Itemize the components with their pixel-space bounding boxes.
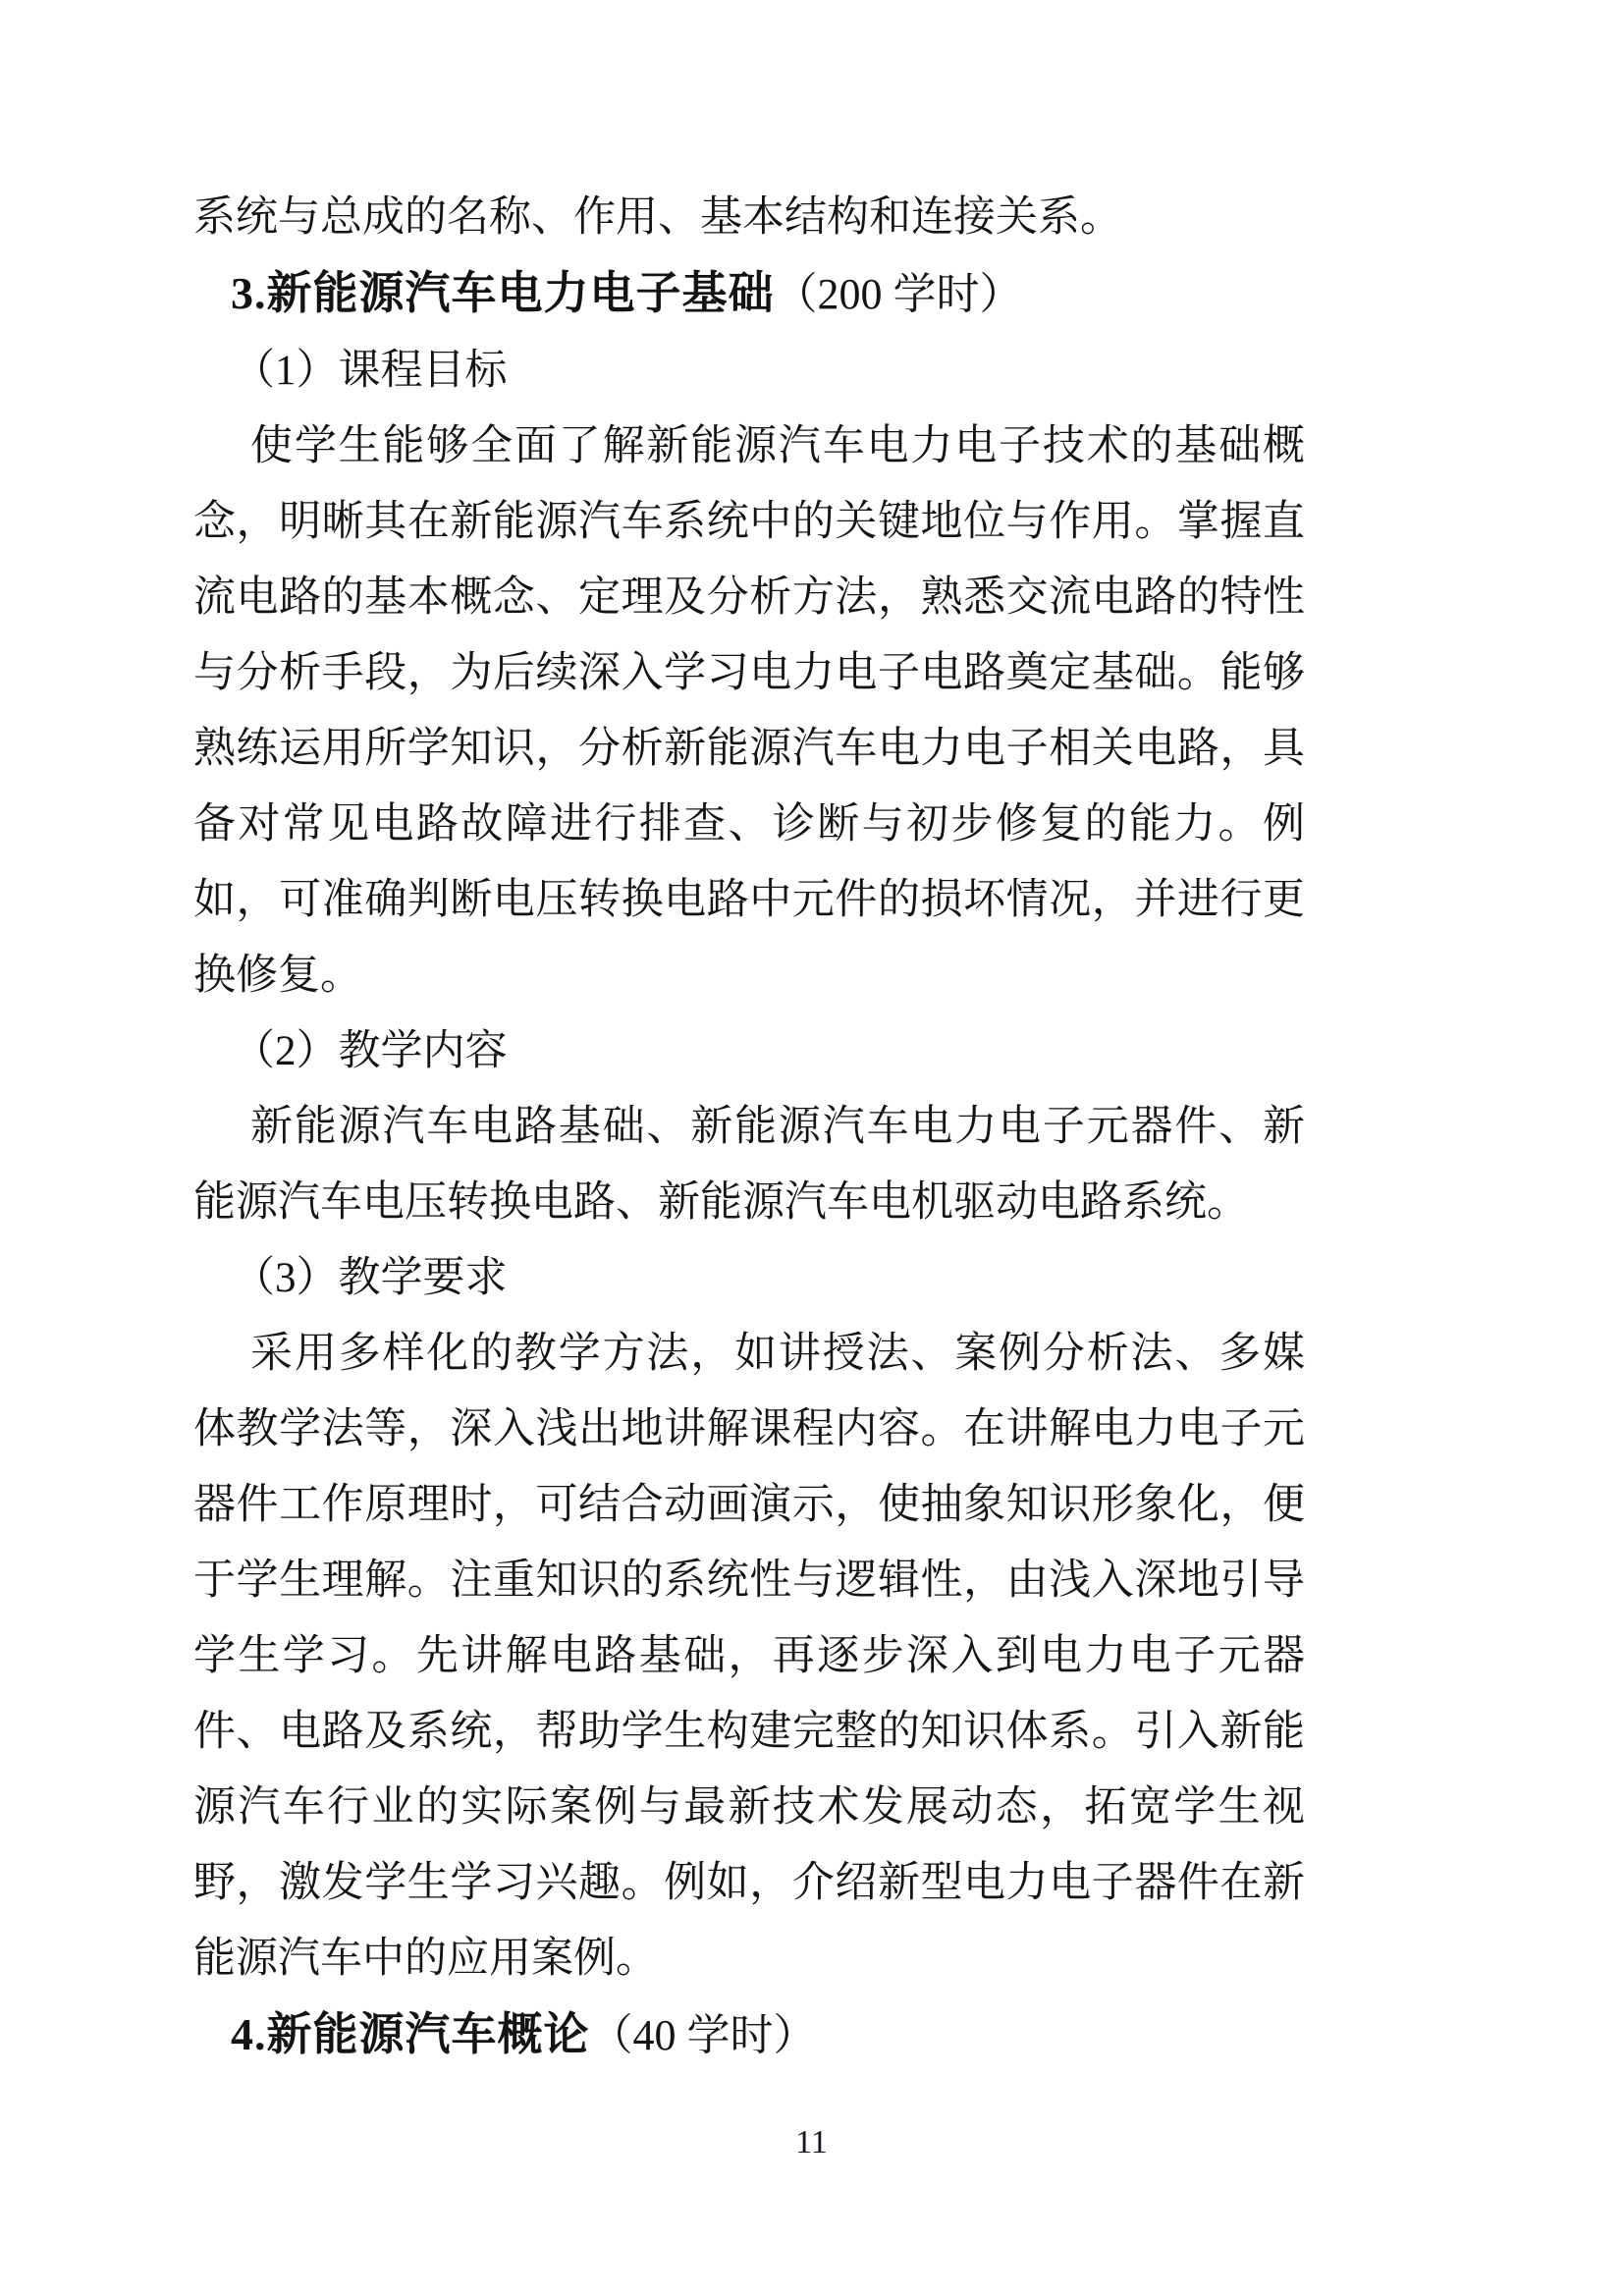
- paragraph-teaching-content: 新能源汽车电路基础、新能源汽车电力电子元器件、新能源汽车电压转换电路、新能源汽车电机驱动电路系统。: [193, 1104, 1305, 1226]
- paragraph-course-objective: 使学生能够全面了解新能源汽车电力电子技术的基础概念，明晰其在新能源汽车系统中的关键地位与作用。掌握直流电路的基本概念、定理及分析方法，熟悉交流电路的特性与分析手段，为后续深入学习电力电子电路奠定基础。能够熟练运用所学知识，分析新能源汽车电力电子相关电路，具备对常见电路故障进行排查、诊断与初步修复的能力。例如，可准确判断电压转换电路中元件的损坏情况，并进行更换修复。: [193, 423, 1305, 999]
- section-heading-3: [193, 255, 1305, 333]
- section-heading-4-hours: （40 学时）: [589, 2011, 817, 2059]
- section-heading-4-title: 4.新能源汽车概论: [231, 2009, 590, 2059]
- page-number: 11: [795, 2124, 828, 2160]
- section-heading-4: [193, 1996, 1305, 2074]
- subheading-teaching-requirements: （3）教学要求: [233, 1255, 508, 1301]
- section-heading-3-hours: （200 学时）: [774, 270, 1023, 318]
- document-body: [193, 180, 1305, 2074]
- paragraph-teaching-requirements: 采用多样化的教学方法，如讲授法、案例分析法、多媒体教学法等，深入浅出地讲解课程内容。在讲解电力电子元器件工作原理时，可结合动画演示，使抽象知识形象化，便于学生理解。注重知识的系统性与逻辑性，由浅入深地引导学生学习。先讲解电路基础，再逐步深入到电力电子元器件、电路及系统，帮助学生构建完整的知识体系。引入新能源汽车行业的实际案例与最新技术发展动态，拓宽学生视野，激发学生学习兴趣。例如，介绍新型电力电子器件在新能源汽车中的应用案例。: [193, 1331, 1305, 1982]
- section-heading-3-title: 3.新能源汽车电力电子基础: [231, 268, 775, 318]
- subheading-teaching-content: （2）教学内容: [233, 1028, 508, 1074]
- paragraph-continuation: 系统与总成的名称、作用、基本结构和连接关系。: [193, 194, 1122, 241]
- subheading-course-objective: （1）课程目标: [233, 348, 508, 394]
